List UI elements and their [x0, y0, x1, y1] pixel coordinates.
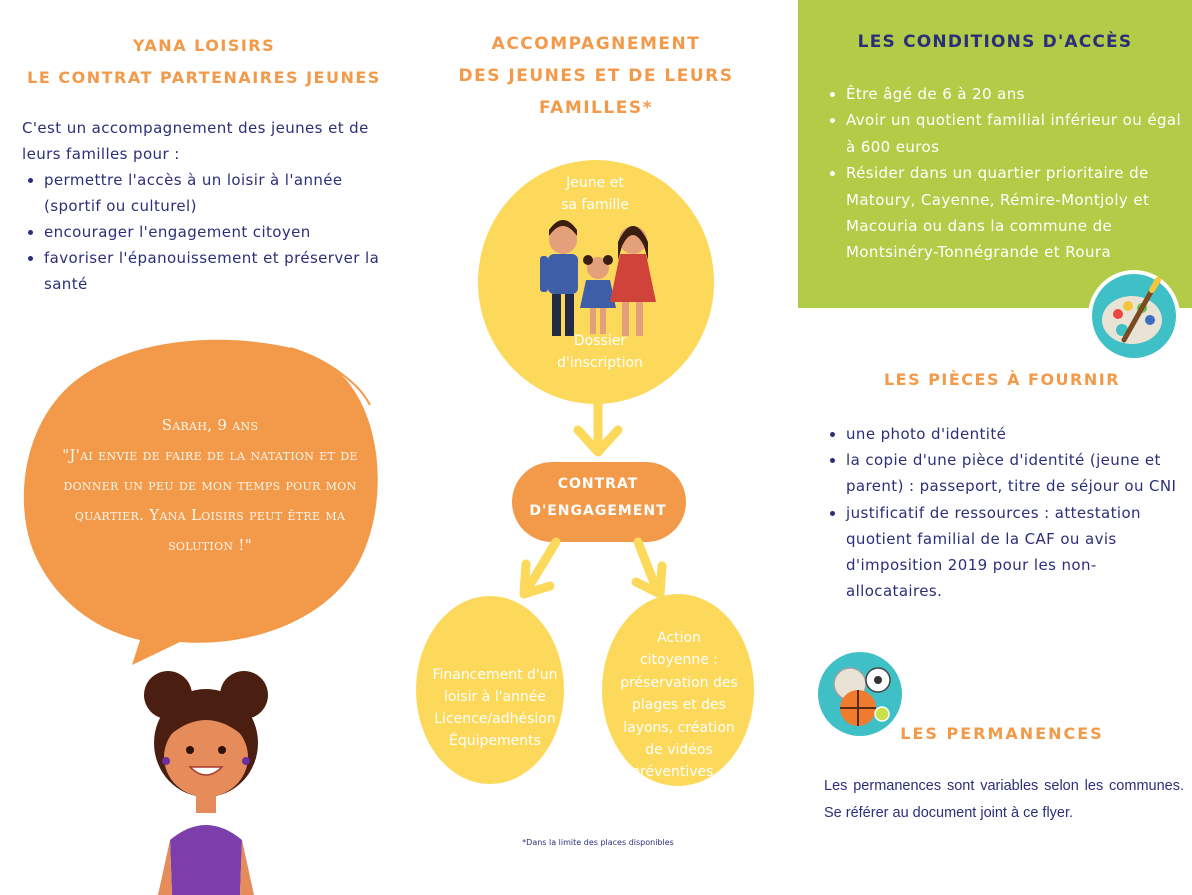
- citizen-action-text: [604, 627, 754, 784]
- title-line-2: DES JEUNES ET DE LEURS: [458, 66, 734, 86]
- list-item: • permettre l'accès à un loisir à l'année (sportif ou culturel): [44, 167, 382, 219]
- quote-body: "J'ai envie de faire de la natation et de donner un peu de mon temps pour mon quartier. Yana Loisirs peut être ma solution !": [62, 446, 358, 554]
- label-line: Équipements: [449, 733, 541, 749]
- palette-icon: [1086, 268, 1182, 364]
- permanences-text: Les permanences sont variables selon les communes. Se référer au document joint à ce flyer.: [824, 778, 1184, 821]
- label-line: Jeune et: [566, 175, 624, 191]
- list-item: • Être âgé de 6 à 20 ans: [846, 81, 1188, 107]
- label-line: Licence/adhésion: [434, 711, 556, 727]
- permanences-title: LES PERMANENCES: [900, 724, 1104, 743]
- label-line: Action: [657, 630, 701, 646]
- list-item: • justificatif de ressources : attestation quotient familial de la CAF ou avis d'imposition 2019 pour les non-allocataires.: [846, 500, 1186, 605]
- list-item: • la copie d'une pièce d'identité (jeune et parent) : passeport, titre de séjour ou CNI: [846, 447, 1186, 499]
- intro-text: C'est un accompagnement des jeunes et de leurs familles pour :: [22, 119, 369, 163]
- down-arrow: [636, 542, 662, 594]
- girl-illustration: [140, 665, 270, 895]
- list-item: • Avoir un quotient familial inférieur ou égal à 600 euros: [846, 107, 1188, 160]
- title-line-1: ACCOMPAGNEMENT: [491, 34, 701, 54]
- documents-block: [824, 421, 1186, 604]
- conditions-list: [826, 81, 1188, 266]
- circle-label-bottom: [530, 330, 670, 374]
- funding-text: [420, 664, 570, 752]
- list-item: • encourager l'engagement citoyen: [44, 219, 382, 245]
- label-line: plages et des: [632, 697, 726, 714]
- label-line: d'inscription: [557, 355, 643, 371]
- list-item: • Résider dans un quartier prioritaire de Matoury, Cayenne, Rémire-Montjoly et Macouria ou dans la commune de Montsinéry-Tonnégrande et Roura: [846, 160, 1188, 266]
- documents-title: LES PIÈCES À FOURNIR: [883, 370, 1121, 389]
- accompaniment-title: [436, 28, 756, 124]
- label-line: préventives...: [631, 764, 727, 781]
- title-line-3: FAMILLES*: [539, 98, 653, 118]
- label-line: de vidéos: [645, 742, 713, 759]
- label-line: loisir à l'année: [443, 689, 547, 705]
- yana-loisirs-title: [20, 30, 388, 94]
- footnote: *Dans la limite des places disponibles: [522, 838, 674, 847]
- title-line-2: LE CONTRAT PARTENAIRES JEUNES: [27, 68, 381, 87]
- circle-label-top: [530, 172, 660, 216]
- label-line: Dossier: [573, 333, 627, 349]
- label-line: Financement d'un: [432, 667, 558, 683]
- down-arrow: [578, 400, 618, 452]
- label-line: citoyenne :: [639, 652, 719, 669]
- testimonial-quote: [60, 410, 360, 560]
- quote-name: Sarah, 9 ans: [161, 416, 259, 434]
- goals-list: [22, 167, 382, 297]
- conditions-title: LES CONDITIONS D'ACCÈS: [857, 32, 1133, 52]
- label-line: layons, création: [623, 719, 735, 736]
- documents-list: [824, 421, 1186, 604]
- intro-block: [22, 115, 382, 297]
- label-line: préservation des: [620, 674, 738, 691]
- label-line: D'ENGAGEMENT: [529, 503, 667, 519]
- title-line-1: YANA LOISIRS: [132, 36, 276, 55]
- list-item: • favoriser l'épanouissement et préserver la santé: [44, 245, 382, 297]
- contract-label: [512, 471, 684, 525]
- label-line: CONTRAT: [557, 476, 639, 492]
- list-item: • une photo d'identité: [846, 421, 1186, 447]
- conditions-block: [826, 81, 1188, 266]
- label-line: sa famille: [561, 197, 629, 213]
- down-arrow: [524, 542, 556, 594]
